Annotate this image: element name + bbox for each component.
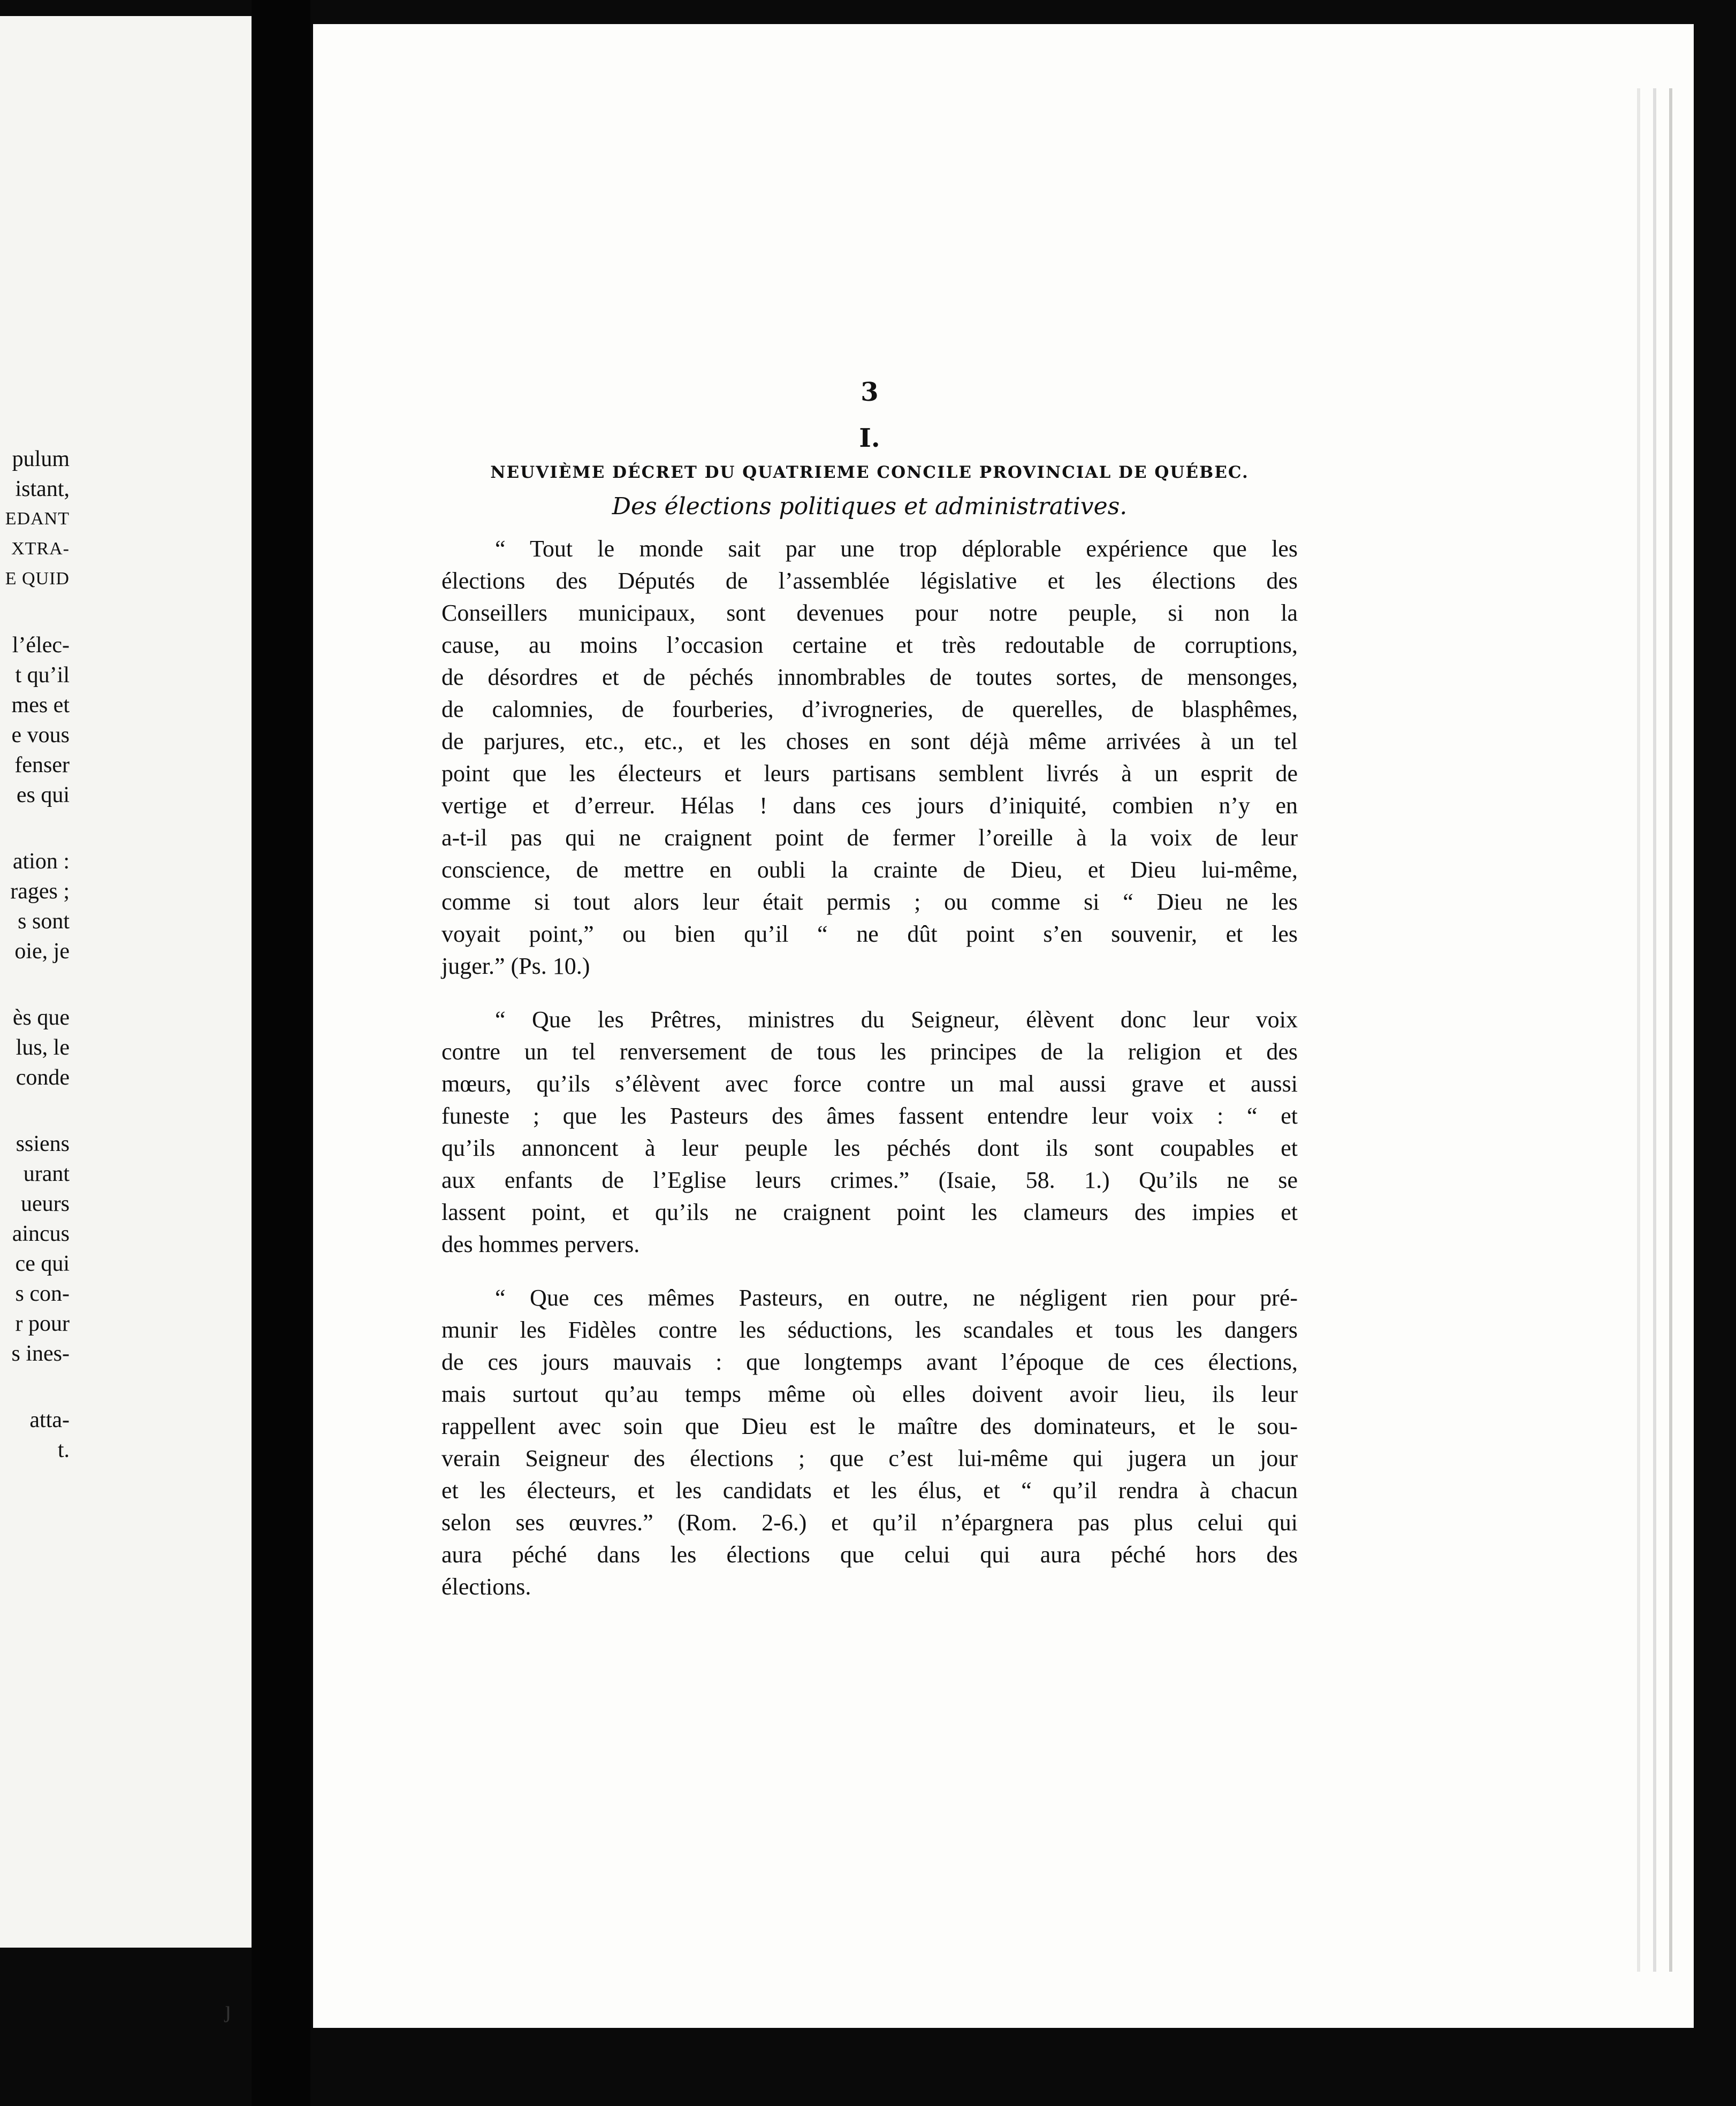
text-line: lassent point, et qu’ils ne craignent point les clameurs des impies et <box>441 1199 1298 1225</box>
left-text-line: s con- <box>15 1281 70 1306</box>
text-line: des hommes pervers. <box>441 1231 640 1257</box>
left-text-line: conde <box>16 1065 70 1090</box>
left-text-line: ès que <box>12 1005 70 1030</box>
text-line: de calomnies, de fourberies, d’ivrogneries, de querelles, de blasphêmes, <box>441 696 1298 722</box>
left-text-line: XTRA- <box>11 539 70 559</box>
paragraph <box>441 1004 1298 1261</box>
text-line: a-t-il pas qui ne craignent point de fermer l’oreille à la voix de leur <box>441 825 1298 851</box>
left-text-line: t. <box>57 1438 70 1462</box>
decree-title: NEUVIÈME DÉCRET DU QUATRIEME CONCILE PROVINCIAL DE QUÉBEC. <box>490 463 1249 482</box>
main-page <box>313 24 1694 2028</box>
page-number: 3 <box>861 377 879 407</box>
page-edge <box>1637 88 1640 1972</box>
paragraph <box>441 1282 1298 1603</box>
left-text-line: atta- <box>29 1408 70 1432</box>
page-edge <box>1669 88 1672 1972</box>
left-text-line: ssiens <box>16 1132 70 1156</box>
text-line: élections. <box>441 1574 531 1600</box>
text-line: munir les Fidèles contre les séductions, les scandales et tous les dangers <box>441 1317 1298 1343</box>
left-text-line: rages ; <box>10 879 70 904</box>
section-number: I. <box>859 423 880 453</box>
left-text-line: t qu’il <box>15 663 70 688</box>
left-text-line: ation : <box>12 849 70 874</box>
left-text-line: lus, le <box>16 1035 70 1060</box>
text-line: comme si tout alors leur était permis ; ou comme si “ Dieu ne les <box>441 889 1298 915</box>
left-text-line: pulum <box>12 447 70 471</box>
left-text-group <box>0 846 70 966</box>
text-line: voyait point,” ou bien qu’il “ ne dût point s’en souvenir, et les <box>441 921 1298 947</box>
left-text-group <box>0 1129 70 1369</box>
left-text-line: s sont <box>18 909 70 934</box>
text-line: de ces jours mauvais : que longtemps avant l’époque de ces élections, <box>441 1349 1298 1375</box>
text-line: aura péché dans les élections que celui qui aura péché hors des <box>441 1542 1298 1568</box>
text-line: “ Tout le monde sait par une trop déplorable expérience que les <box>495 536 1298 562</box>
text-line: élections des Députés de l’assemblée législative et les élections des <box>441 568 1298 594</box>
left-page-text <box>0 444 70 1501</box>
text-line: verain Seigneur des élections ; que c’est lui-même qui jugera un jour <box>441 1445 1298 1471</box>
page-content <box>441 377 1298 1624</box>
text-line: aux enfants de l’Eglise leurs crimes.” (Isaie, 58. 1.) Qu’ils ne se <box>441 1167 1298 1193</box>
decree-subtitle: Des élections politiques et administratives. <box>612 493 1128 520</box>
text-line: et les électeurs, et les candidats et les élus, et “ qu’il rendra à chacun <box>441 1477 1298 1504</box>
left-text-line: urant <box>23 1162 70 1186</box>
text-line: “ Que ces mêmes Pasteurs, en outre, ne négligent rien pour pré- <box>495 1285 1298 1311</box>
left-text-line: l’élec- <box>12 633 70 658</box>
text-line: funeste ; que les Pasteurs des âmes fassent entendre leur voix : “ et <box>441 1103 1298 1129</box>
body-text <box>441 533 1298 1603</box>
text-line: point que les électeurs et leurs partisans semblent livrés à un esprit de <box>441 760 1298 787</box>
left-text-group <box>0 1405 70 1465</box>
text-line: conscience, de mettre en oubli la crainte de Dieu, et Dieu lui-même, <box>441 857 1298 883</box>
left-text-line: s ines- <box>11 1341 70 1366</box>
text-line: rappellent avec soin que Dieu est le maître des dominateurs, et le sou- <box>441 1413 1298 1439</box>
text-line: “ Que les Prêtres, ministres du Seigneur, élèvent donc leur voix <box>495 1006 1298 1033</box>
left-text-line: ueurs <box>21 1192 70 1216</box>
left-text-line: mes et <box>11 693 70 718</box>
paragraph <box>441 533 1298 982</box>
left-text-line: oie, je <box>14 939 70 964</box>
text-line: juger.” (Ps. 10.) <box>441 953 590 979</box>
left-text-line: EDANT <box>5 509 70 529</box>
text-line: mœurs, qu’ils s’élèvent avec force contre un mal aussi grave et aussi <box>441 1071 1298 1097</box>
text-line: mais surtout qu’au temps même où elles doivent avoir lieu, ils leur <box>441 1381 1298 1407</box>
left-text-line: istant, <box>15 477 70 501</box>
book-spine <box>252 0 310 2106</box>
left-text-group <box>0 1003 70 1093</box>
left-text-line: aincus <box>12 1222 70 1246</box>
text-line: de parjures, etc., etc., et les choses en sont déjà même arrivées à un tel <box>441 728 1298 754</box>
left-text-group <box>0 630 70 810</box>
text-line: cause, au moins l’occasion certaine et très redoutable de corruptions, <box>441 632 1298 658</box>
text-line: selon ses œuvres.” (Rom. 2-6.) et qu’il n’épargnera pas plus celui qui <box>441 1509 1298 1536</box>
left-text-line: es qui <box>16 783 70 807</box>
left-text-line: ce qui <box>15 1252 70 1276</box>
text-line: qu’ils annoncent à leur peuple les péchés dont ils sont coupables et <box>441 1135 1298 1161</box>
text-line: contre un tel renversement de tous les principes de la religion et des <box>441 1039 1298 1065</box>
left-text-group <box>0 444 70 594</box>
left-text-line: e vous <box>11 723 70 747</box>
margin-mark: ȷ <box>225 1996 232 2023</box>
text-line: de désordres et de péchés innombrables de toutes sortes, de mensonges, <box>441 664 1298 690</box>
text-line: Conseillers municipaux, sont devenues pour notre peuple, si non la <box>441 600 1298 626</box>
text-line: vertige et d’erreur. Hélas ! dans ces jours d’iniquité, combien n’y en <box>441 792 1298 819</box>
left-text-line: r pour <box>15 1311 70 1336</box>
left-text-line: E QUID <box>5 569 70 589</box>
page-edge <box>1653 88 1656 1972</box>
left-page-fragment <box>0 16 252 1948</box>
left-text-line: fenser <box>14 753 70 777</box>
